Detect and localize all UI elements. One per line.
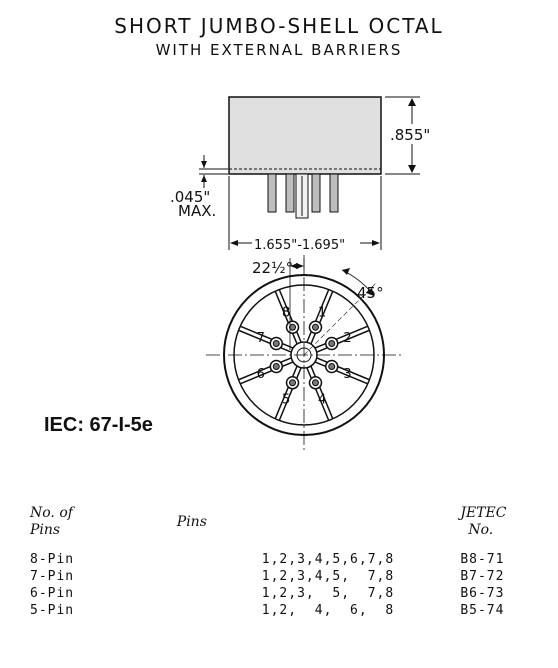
pin-number-label: 6 [256,366,265,382]
pin-hole [309,321,321,333]
pin-max-dimension: .045" [170,188,211,206]
pin-number-label: 8 [282,305,291,321]
pins-cell: 1,2,3, 5, 7,8 [261,586,395,601]
shell-body [229,97,381,174]
table-row [30,585,558,602]
angle-small-label: 22½° [252,259,294,277]
pin-hole [326,360,338,372]
pin-hole [270,338,282,350]
pin-count-cell: 6-Pin [30,586,75,601]
pins-cell: 1,2, 4, 6, 8 [261,603,395,618]
header-pins-label: Pins [30,522,61,538]
header-no-of-pins [30,505,137,539]
pin-hole [326,338,338,350]
pin-count-cell: 5-Pin [30,603,75,618]
table-row [30,551,558,568]
pin-count-cell: 7-Pin [30,569,75,584]
pin-number-label: 2 [343,331,352,347]
pin-hole [287,321,299,333]
table-row [30,602,558,619]
pins-cell: 1,2,3,4,5, 7,8 [261,569,395,584]
pin-number-label: 4 [317,392,327,408]
pin-table [30,505,558,619]
jetec-cell: B5-74 [460,603,505,618]
barrier-line [240,326,293,348]
table-row [30,568,558,585]
pin-number-label: 7 [256,331,265,347]
header-jetec [448,505,558,539]
pin-hole [270,360,282,372]
pin-hole [287,377,299,389]
jetec-cell: B6-73 [460,586,505,601]
header-pins: Pins [176,513,207,530]
width-dimension: 1.655"-1.695" [254,238,346,253]
pin-count-cell: 8-Pin [30,552,75,567]
barrier-line [315,326,368,348]
barrier-line [240,362,293,384]
angle-large-label: 45° [357,284,384,302]
pin-number-label: 5 [282,392,291,408]
barrier-line [315,362,368,384]
jetec-cell: B8-71 [460,552,505,567]
height-dimension: .855" [390,126,431,144]
header-no-label: No. [468,522,494,538]
diagram-title: SHORT JUMBO-SHELL OCTAL [114,14,444,38]
pin-number-label: 1 [317,305,327,321]
pin-hole [309,377,321,389]
diagram-subtitle: WITH EXTERNAL BARRIERS [155,41,403,59]
pin-number-label: 3 [343,366,352,382]
header-no-of-label: No. of [30,505,73,521]
pins-cell: 1,2,3,4,5,6,7,8 [261,552,395,567]
iec-label: IEC: 67-I-5e [44,414,153,436]
jetec-cell: B7-72 [460,569,505,584]
pin-max-label: MAX. [178,202,217,220]
side-view-pins [268,174,338,218]
header-jetec-label: JETEC [460,505,507,521]
